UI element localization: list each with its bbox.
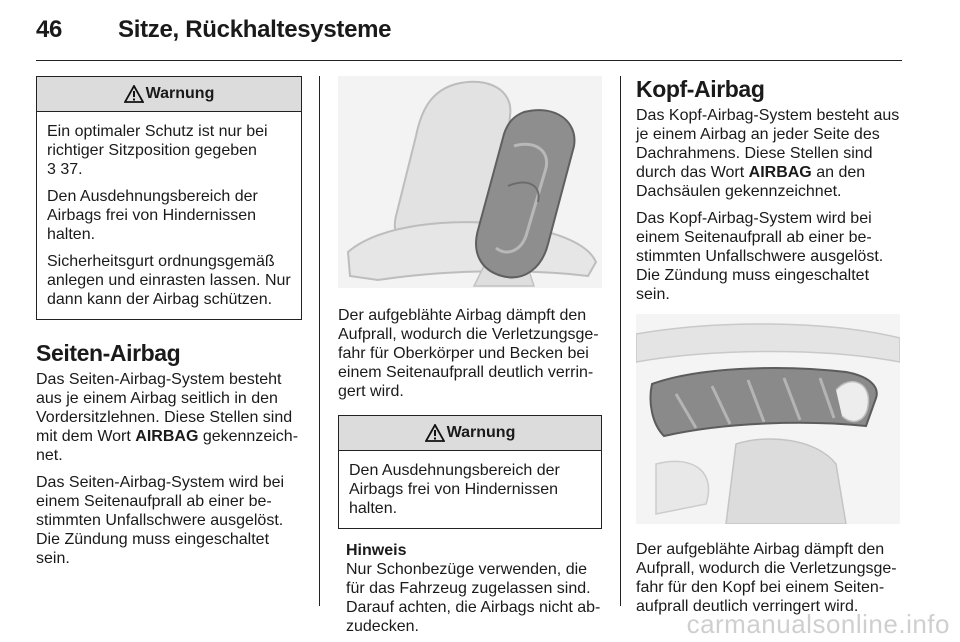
warning-paragraph (47, 122, 291, 179)
warning-text: richtiger Sitzposition gegeben (47, 142, 257, 159)
warning-triangle-icon (425, 424, 445, 442)
side-airbag-section (36, 340, 302, 568)
warning-paragraph: Den Ausdehnungsbereich der Airbags frei von Hindernissen halten. (349, 462, 560, 517)
note-section (338, 541, 602, 636)
page-title: Sitze, Rückhaltesysteme (118, 16, 392, 43)
warning-body (339, 451, 601, 528)
page-header (36, 16, 392, 44)
seat-airbag-icon (338, 76, 602, 288)
page-reference: 3 37. (47, 161, 83, 178)
warning-body (37, 112, 301, 319)
head-airbag-illustration (636, 314, 900, 524)
warning-label: Warnung (446, 424, 516, 441)
head-airbag-paragraph: Das Kopf-Airbag-System besteht aus je einem Airbag an jeder Seite des Dachrahmens. Diese Stellen sind durch das Wort AIRBAG an den Dachsäulen gekennzeichnet. (636, 107, 900, 200)
warning-header (37, 77, 301, 112)
head-airbag-caption: Der aufgeblähte Airbag dämpft den Aufprall, wodurch die Verletzungsgefahr für den Kopf bei einem Seitenaufprall deutlich verringert wird. (636, 541, 897, 615)
head-airbag-icon (636, 314, 900, 524)
watermark: carmanualsonline.info (686, 609, 950, 639)
warning-label: Warnung (145, 85, 215, 102)
column-divider-left (319, 76, 320, 606)
side-airbag-paragraph: Das Seiten-Airbag-System besteht aus je einem Airbag seitlich in den Vordersitzlehnen. Diese Stellen sind mit dem Wort AIRBAG gekennzeichnet. (36, 371, 299, 464)
right-column (636, 76, 902, 616)
column-divider-right (620, 76, 621, 606)
note-title: Hinweis (346, 542, 407, 559)
warning-text: Ein optimaler Schutz ist nur bei (47, 123, 268, 140)
warning-triangle-icon (124, 85, 144, 103)
head-airbag-heading: Kopf-Airbag (636, 76, 765, 102)
warning-box-2 (338, 415, 602, 529)
warning-paragraph: Den Ausdehnungsbereich der Airbags frei von Hindernissen halten. (47, 188, 258, 243)
warning-box-1 (36, 76, 302, 320)
warning-header (339, 416, 601, 451)
page-number: 46 (36, 16, 63, 43)
note-text: Nur Schonbezüge verwenden, die für das Fahrzeug zugelassen sind. Darauf achten, die Airbags nicht abzudecken. (346, 561, 601, 635)
header-rule (36, 60, 902, 61)
left-column (36, 76, 302, 568)
side-airbag-heading: Seiten-Airbag (36, 340, 181, 366)
seat-airbag-caption: Der aufgeblähte Airbag dämpft den Aufprall, wodurch die Verletzungsgefahr für Oberkörper und Becken bei einem Seitenaufprall deutlich verringert wird. (338, 307, 599, 400)
side-airbag-paragraph: Das Seiten-Airbag-System wird bei einem Seitenaufprall ab einer bestimmten Unfallschwere ausgelöst. Die Zündung muss eingeschaltet sein. (36, 474, 285, 567)
seat-airbag-illustration (338, 76, 602, 288)
middle-column (338, 76, 602, 636)
warning-paragraph: Sicherheitsgurt ordnungsgemäß anlegen und einrasten lassen. Nur dann kann der Airbag schützen. (47, 253, 291, 308)
head-airbag-paragraph: Das Kopf-Airbag-System wird bei einem Seitenaufprall ab einer bestimmten Unfallschwere ausgelöst. Die Zündung muss eingeschaltet sein. (636, 210, 884, 303)
